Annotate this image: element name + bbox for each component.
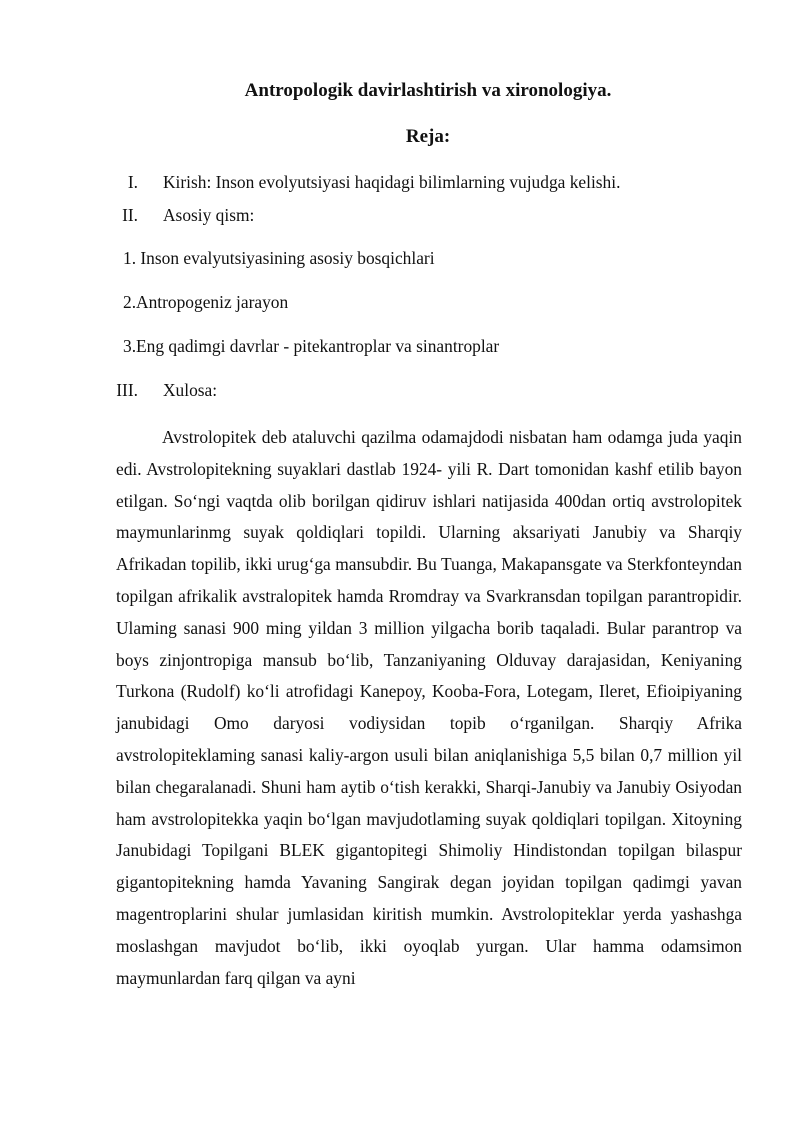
plan-heading: Reja: <box>405 126 451 147</box>
outline-subitem-3: 3.Eng qadimgi davrlar - pitekantroplar va sinantroplar <box>123 336 500 356</box>
outline-marker-2: II. <box>122 205 138 225</box>
outline-subitem-1: 1. Inson evalyutsiyasining asosiy bosqichlari <box>123 248 435 268</box>
outline-marker-3: III. <box>116 380 138 400</box>
outline-item-1: Kirish: Inson evolyutsiyasi haqidagi bilimlarning vujudga kelishi. <box>163 172 621 192</box>
outline-subitem-2: 2.Antropogeniz jarayon <box>123 292 289 312</box>
outline-item-3: Xulosa: <box>163 380 218 400</box>
outline-marker-1: I. <box>127 172 138 192</box>
outline-item-2: Asosiy qism: <box>163 205 255 225</box>
body-paragraph: Avstrolopitek deb ataluvchi qazilma odamajdodi nisbatan ham odamga juda yaqin edi. Avstrolopitekning suyaklari dastlab 1924- yili R. Dart tomonidan kashf etilib bayon etilgan. So‘ngi vaqtda olib borilgan qidiruv ishlari natijasida 400dan ortiq avstrolopitek maymunlarinmg suyak qoldiqlari topildi. Ularning aksariyati Janubiy va Sharqiy Afrikadan topilib, ikki urug‘ga mansubdir. Bu Tuanga, Makapansgate va Sterkfonteyndan topilgan afrikalik avstralopitek hamda Rromdray va Svarkransdan topilgan parantropidir. Ulaming sanasi 900 ming yildan 3 million yilgacha borib taqaladi. Bular parantrop va boys zinjontropiga mansub bo‘lib, Tanzaniyaning Olduvay darajasidan, Keniyaning Turkona (Rudolf) ko‘li atrofidagi Kanepoy, Kooba-Fora, Lotegam, Ileret, Efioipiyaning janubidagi Omo daryosi vodiysidan topib o‘rganilgan. Sharqiy Afrika avstrolopiteklaming sanasi kaliy-argon usuli bilan aniqlanishiga 5,5 bilan 0,7 million yil bilan chegaralanadi. Shuni ham aytib o‘tish kerakki, Sharqi-Janubiy va Janubiy Osiyodan ham avstrolopitekka yaqin bo‘lgan mavjudotlaming suyak qoldiqlari topilgan. Xitoyning Janubidagi Topilgani BLEK gigantopitegi Shimoliy Hindistondan topilgan bilaspur gigantopitekning hamda Yavaning Sangirak degan joyidan topilgan qadimgi yavan magentroplarini shular jumlasidan kiritish mumkin. Avstrolopiteklar yerda yashashga moslashgan mavjudot bo‘lib, ikki oyoqlab yurgan. Ular hamma odamsimon maymunlardan farq qilgan va ayni <box>116 427 742 988</box>
document-title: Antropologik davirlashtirish va xironologiya. <box>244 80 612 101</box>
